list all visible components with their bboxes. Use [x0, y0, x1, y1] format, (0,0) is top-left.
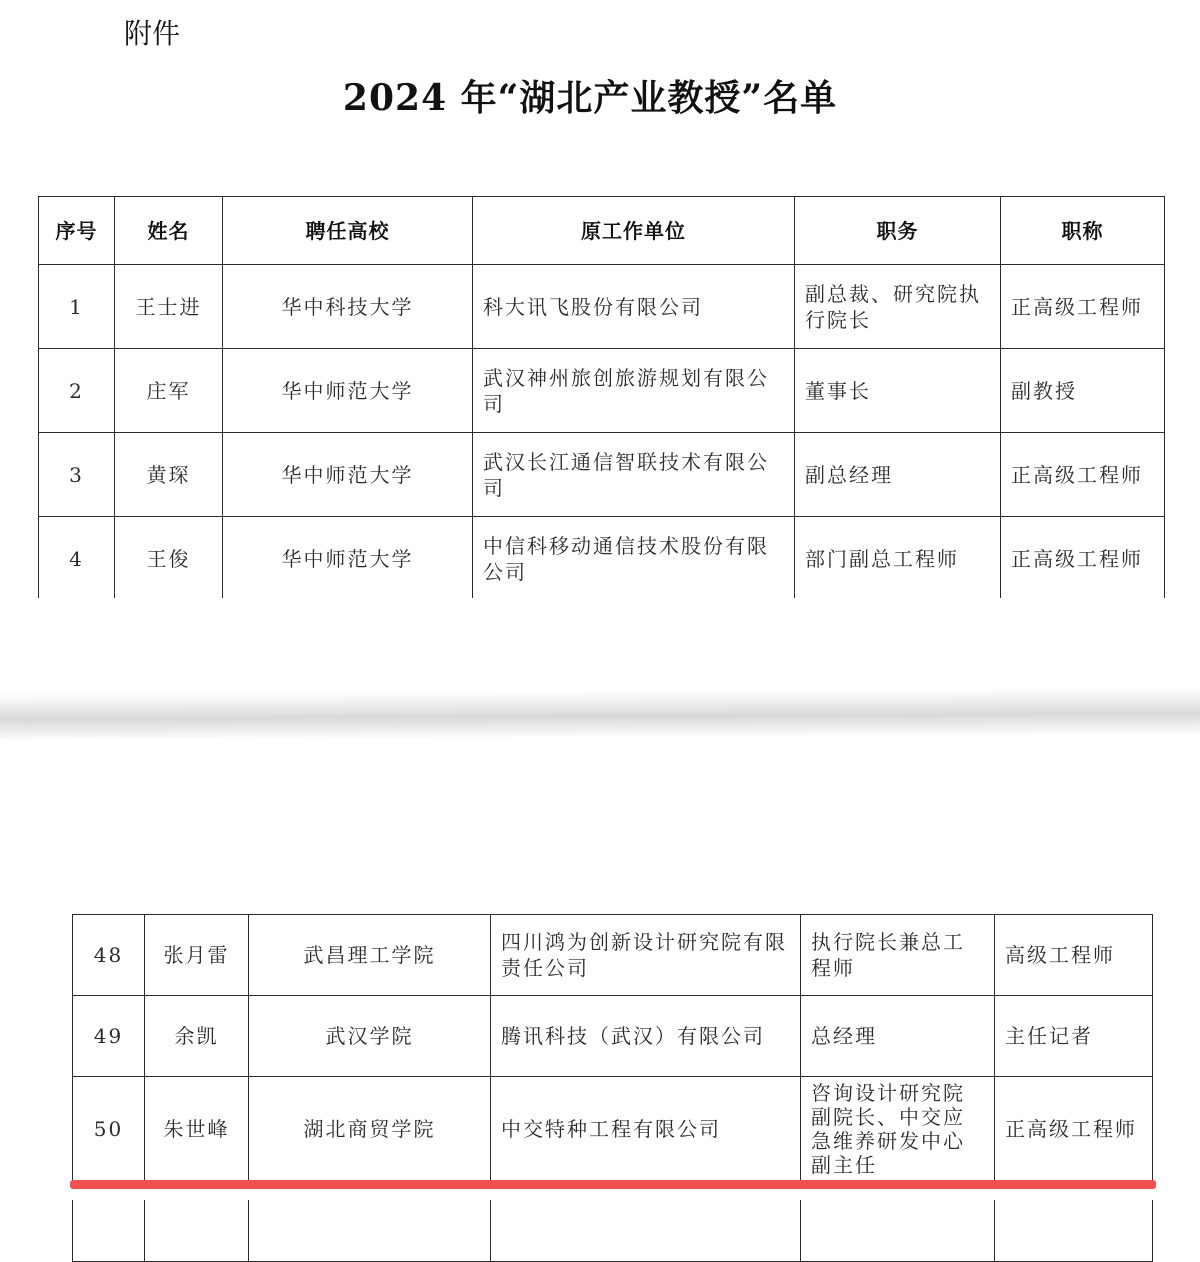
cell-employer: 武汉长江通信智联技术有限公司	[473, 433, 795, 517]
cell-no: 49	[73, 996, 145, 1077]
cell-title: 正高级工程师	[1001, 265, 1165, 349]
cell-title: 高级工程师	[995, 915, 1153, 996]
cell-name: 王士进	[115, 265, 223, 349]
header-title: 职称	[1001, 197, 1165, 265]
cell-employer: 中信科移动通信技术股份有限公司	[473, 517, 795, 601]
cell-position: 总经理	[801, 996, 995, 1077]
cell-no: 3	[39, 433, 115, 517]
cell-name: 黄琛	[115, 433, 223, 517]
cell-title: 副教授	[1001, 349, 1165, 433]
cell-name: 王俊	[115, 517, 223, 601]
cell-name: 朱世峰	[145, 1077, 249, 1181]
cell-name: 张月雷	[145, 915, 249, 996]
cell-no: 4	[39, 517, 115, 601]
header-position: 职务	[795, 197, 1001, 265]
attachment-label: 附件	[124, 17, 181, 50]
cell-position: 董事长	[795, 349, 1001, 433]
cell-position: 部门副总工程师	[795, 517, 1001, 601]
cell-university: 华中师范大学	[223, 433, 473, 517]
table-row	[39, 517, 1165, 601]
table-row	[39, 265, 1165, 349]
document-title: 2024 年“湖北产业教授”名单	[342, 77, 838, 119]
header-employer: 原工作单位	[473, 197, 795, 265]
bottom-cutoff	[0, 1189, 1200, 1200]
cell-no: 1	[39, 265, 115, 349]
cell-no: 2	[39, 349, 115, 433]
cell-position: 咨询设计研究院副院长、中交应急维养研发中心副主任	[801, 1077, 995, 1181]
cell-university: 华中科技大学	[223, 265, 473, 349]
cell-employer: 武汉神州旅创旅游规划有限公司	[473, 349, 795, 433]
header-name: 姓名	[115, 197, 223, 265]
table-row	[39, 349, 1165, 433]
table-row	[39, 433, 1165, 517]
cell-title: 正高级工程师	[1001, 517, 1165, 601]
cell-no: 50	[73, 1077, 145, 1181]
table-cutoff	[30, 598, 1170, 698]
header-no: 序号	[39, 197, 115, 265]
red-highlight-bar	[70, 1180, 1156, 1189]
cell-title: 主任记者	[995, 996, 1153, 1077]
cell-employer: 腾讯科技（武汉）有限公司	[491, 996, 801, 1077]
cell-university: 华中师范大学	[223, 517, 473, 601]
cell-position: 执行院长兼总工程师	[801, 915, 995, 996]
cell-no: 48	[73, 915, 145, 996]
cell-university: 武昌理工学院	[249, 915, 491, 996]
cell-university: 湖北商贸学院	[249, 1077, 491, 1181]
header-university: 聘任高校	[223, 197, 473, 265]
table-row	[73, 1077, 1153, 1181]
cell-employer: 四川鸿为创新设计研究院有限责任公司	[491, 915, 801, 996]
cell-position: 副总经理	[795, 433, 1001, 517]
cell-university: 华中师范大学	[223, 349, 473, 433]
table-row	[73, 915, 1153, 996]
cell-name: 庄军	[115, 349, 223, 433]
cell-university: 武汉学院	[249, 996, 491, 1077]
table-row	[73, 996, 1153, 1077]
page-fold-divider	[0, 687, 1200, 741]
cell-employer: 中交特种工程有限公司	[491, 1077, 801, 1181]
cell-title: 正高级工程师	[1001, 433, 1165, 517]
professor-table-bottom	[72, 914, 1153, 1262]
cell-position: 副总裁、研究院执行院长	[795, 265, 1001, 349]
cell-title: 正高级工程师	[995, 1077, 1153, 1181]
cell-employer: 科大讯飞股份有限公司	[473, 265, 795, 349]
cell-name: 余凯	[145, 996, 249, 1077]
table-header-row	[39, 197, 1165, 265]
